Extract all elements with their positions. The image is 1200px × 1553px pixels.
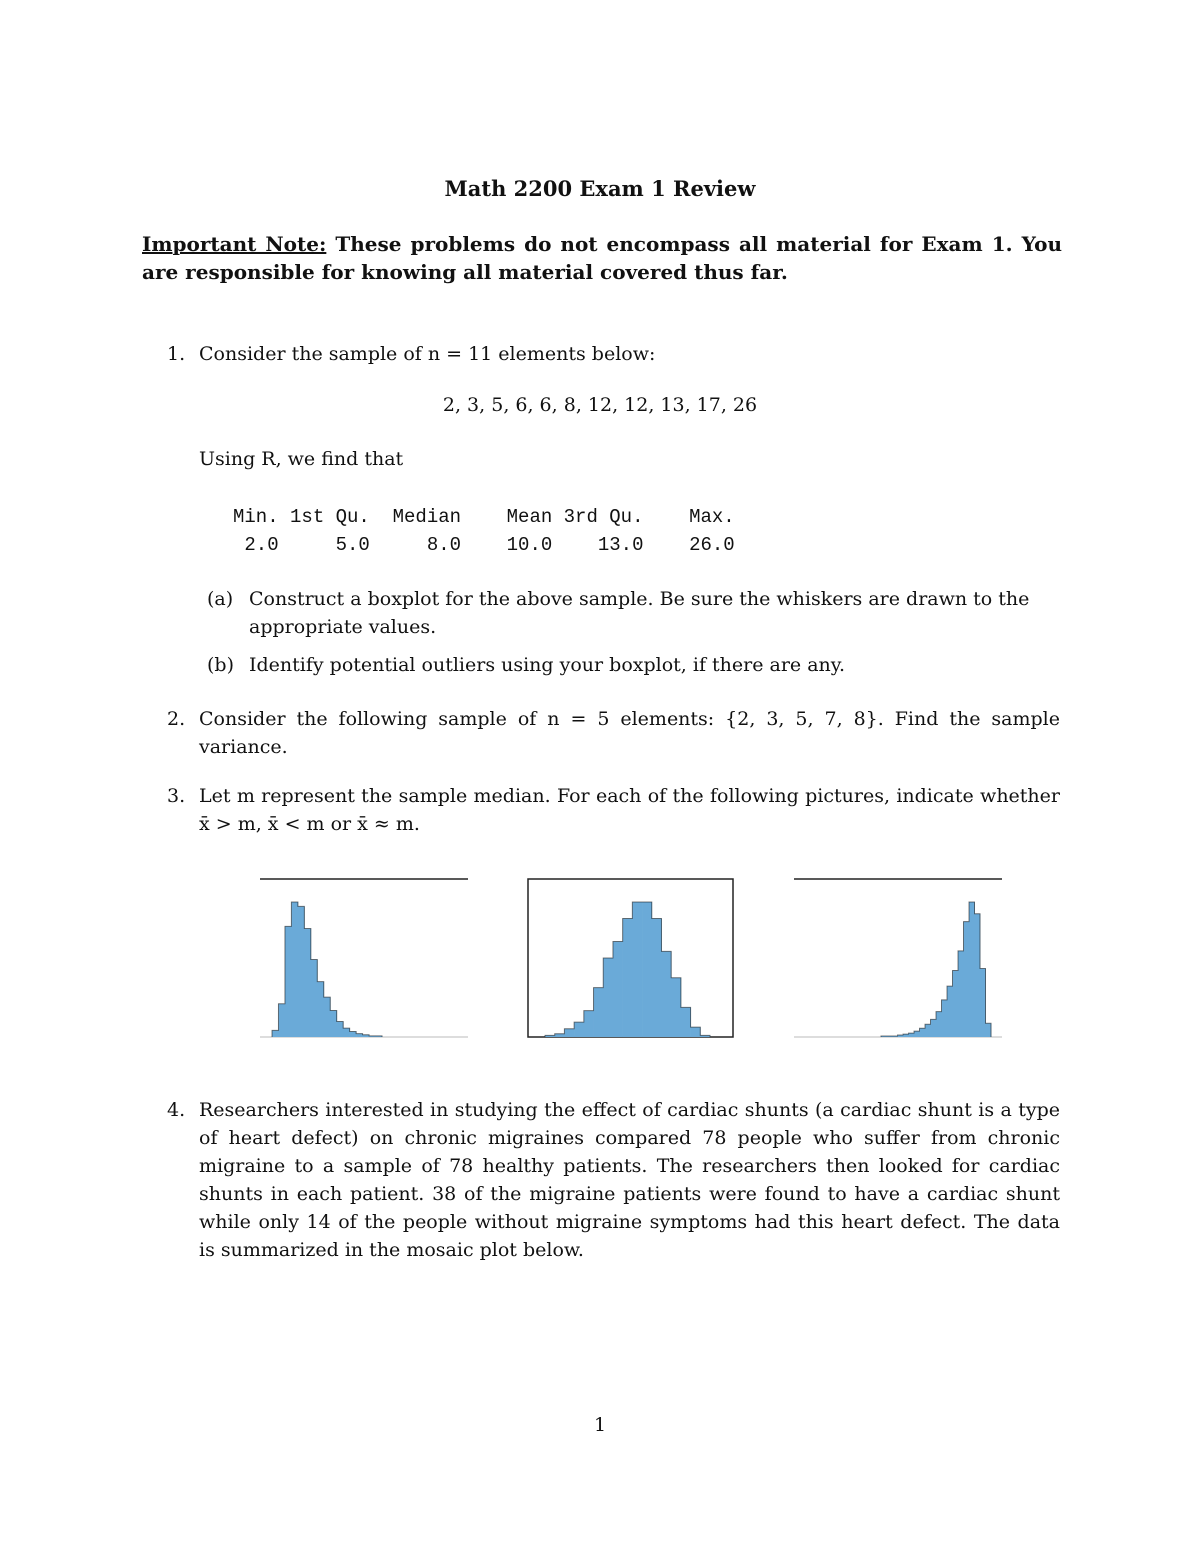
- histogram-bar: [613, 942, 623, 1037]
- page-title: Math 2200 Exam 1 Review: [444, 176, 756, 201]
- question-2-text: Consider the following sample of n = 5 elements: {2, 3, 5, 7, 8}. Find the sample variance.: [199, 708, 1060, 758]
- histogram-bar: [681, 1007, 691, 1037]
- histogram-bar: [652, 918, 662, 1037]
- histogram-bar: [623, 918, 633, 1037]
- histogram-bar: [304, 929, 311, 1037]
- sub-label: (a): [207, 588, 234, 610]
- histogram-bar: [272, 1030, 279, 1037]
- question-3: [167, 782, 1060, 838]
- histogram-bar: [642, 902, 652, 1037]
- sub-text: Construct a boxplot for the above sample. Be sure the whiskers are drawn to the appropriate values.: [249, 588, 1030, 638]
- histogram-bar: [947, 986, 953, 1037]
- histogram-symmetric: [520, 872, 740, 1047]
- histogram-left-skewed: [786, 872, 1006, 1047]
- histogram-bar: [594, 988, 604, 1037]
- question-1: [167, 340, 1060, 368]
- histogram-bar: [925, 1024, 931, 1037]
- histogram-bar: [291, 902, 298, 1037]
- page-number: 1: [593, 1414, 607, 1436]
- histogram-bar: [671, 978, 681, 1037]
- question-number: 3.: [167, 785, 186, 807]
- histogram-bar: [942, 1000, 948, 1037]
- histogram-bar: [958, 951, 964, 1037]
- histogram-bar: [920, 1028, 926, 1037]
- note-text: These problems do not encompass all material for Exam 1. You are responsible for knowing all material covered thus far.: [142, 232, 1062, 284]
- histogram-bar: [337, 1022, 344, 1037]
- histogram-bar: [584, 1011, 594, 1037]
- histogram-bar: [691, 1027, 701, 1037]
- question-1-intro: Consider the sample of n = 11 elements below:: [199, 343, 656, 365]
- histogram-bar: [914, 1031, 920, 1037]
- histogram-bar: [330, 1010, 337, 1037]
- question-1a: [207, 585, 1062, 641]
- question-2: [167, 705, 1060, 761]
- histogram-bar: [986, 1023, 992, 1037]
- histogram-bar: [298, 906, 305, 1037]
- question-number: 4.: [167, 1099, 186, 1121]
- histogram-bar: [931, 1019, 937, 1037]
- note-label: Important Note:: [142, 232, 327, 256]
- question-number: 1.: [167, 343, 186, 365]
- question-1b: [207, 651, 1062, 679]
- summary-headers: Min. 1st Qu. Median Mean 3rd Qu. Max.: [233, 506, 735, 528]
- histogram-bar: [564, 1029, 574, 1037]
- histogram-bar: [317, 982, 324, 1037]
- important-note: [142, 230, 1062, 286]
- histogram-bar: [980, 969, 986, 1037]
- histogram-bar: [661, 951, 671, 1037]
- histogram-bar: [632, 902, 642, 1037]
- histogram-right-skewed: [252, 872, 472, 1047]
- histogram-bar: [311, 960, 318, 1037]
- histogram-bar: [953, 970, 959, 1037]
- question-4: [167, 1096, 1060, 1264]
- histogram-bar: [285, 926, 292, 1037]
- histogram-bar: [278, 1004, 285, 1037]
- sub-text: Identify potential outliers using your boxplot, if there are any.: [249, 654, 846, 676]
- question-3-text: Let m represent the sample median. For each of the following pictures, indicate whether x̄ > m, x̄ < m or x̄ ≈ m.: [199, 785, 1060, 835]
- histogram-bar: [343, 1028, 350, 1037]
- using-r-text: Using R, we find that: [199, 448, 404, 470]
- histogram-bar: [603, 958, 613, 1037]
- question-number: 2.: [167, 708, 186, 730]
- histogram-bar: [975, 914, 981, 1037]
- sample-values: 2, 3, 5, 6, 6, 8, 12, 12, 13, 17, 26: [442, 394, 758, 416]
- histogram-bar: [936, 1012, 942, 1037]
- histogram-bar: [350, 1031, 357, 1037]
- summary-values: 2.0 5.0 8.0 10.0 13.0 26.0: [233, 534, 735, 556]
- question-4-text: Researchers interested in studying the effect of cardiac shunts (a cardiac shunt is a type of heart defect) on chronic migraines compared 78 people who suffer from chronic migraine to a sample of 78 healthy patients. The researchers then looked for cardiac shunts in each patient. 38 of the migraine patients were found to have a cardiac shunt while only 14 of the people without migraine symptoms had this heart defect. The data is summarized in the mosaic plot below.: [199, 1099, 1060, 1261]
- histogram-bar: [969, 902, 975, 1037]
- histogram-bar: [964, 922, 970, 1037]
- histogram-bar: [574, 1022, 584, 1037]
- sub-label: (b): [207, 654, 234, 676]
- histogram-bar: [909, 1033, 915, 1037]
- histogram-bar: [324, 997, 331, 1037]
